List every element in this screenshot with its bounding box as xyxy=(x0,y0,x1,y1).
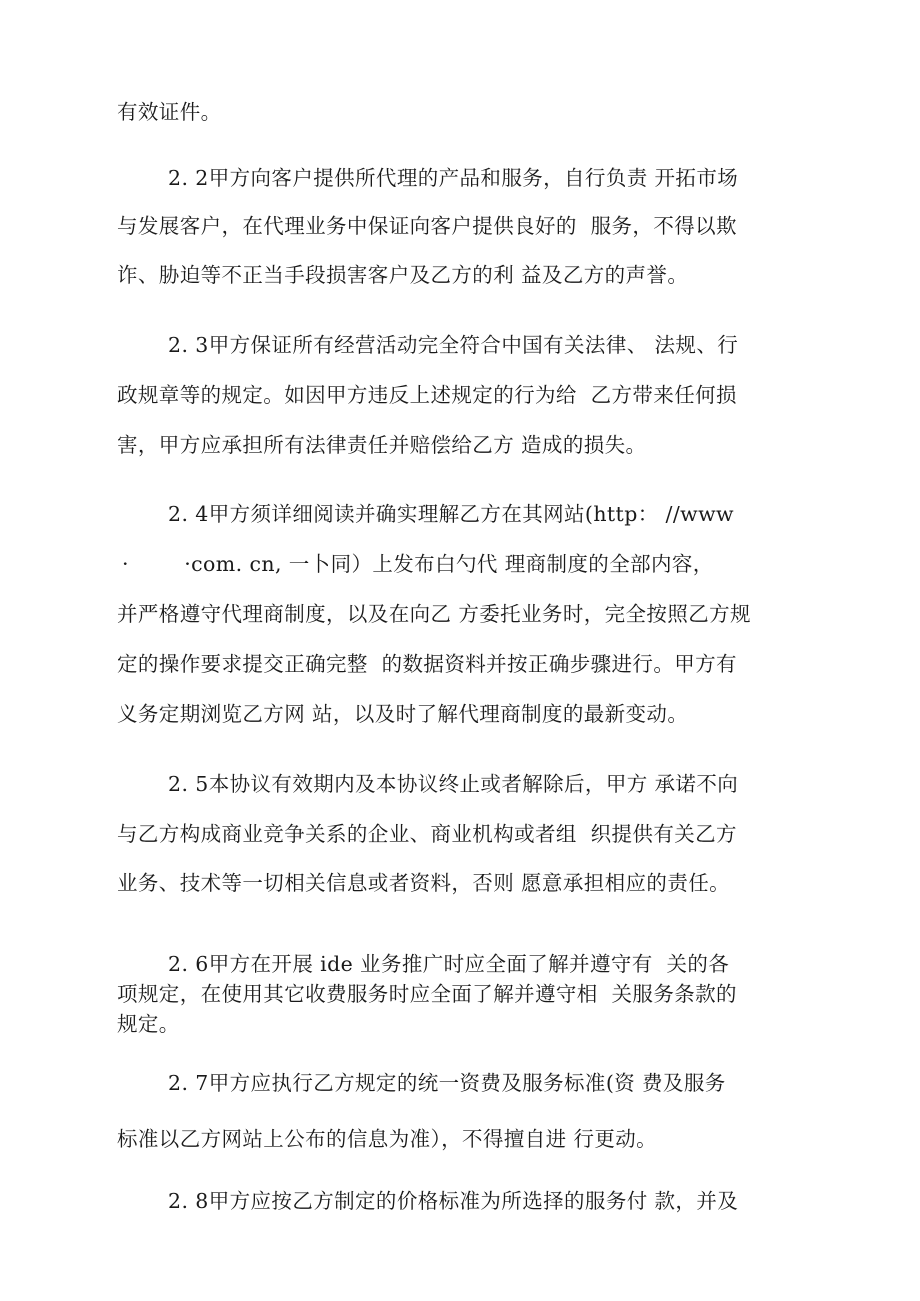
paragraph-2-4-line-5: 义务定期浏览乙方网 站，以及时了解代理商制度的最新变动。 xyxy=(117,702,689,726)
paragraph-2-7-line-2: 标准以乙方网站上公布的信息为准），不得擅自进 行更动。 xyxy=(117,1127,658,1151)
paragraph-2-4-line-4: 定的操作要求提交正确完整 的数据资料并按正确步骤进行。甲方有 xyxy=(117,652,737,676)
paragraph-2-3-line-3: 害，甲方应承担所有法律责任并赔偿给乙方 造成的损失。 xyxy=(117,433,647,457)
paragraph-2-3-line-1: 2. 3甲方保证所有经营活动完全符合中国有关法律、 法规、行 xyxy=(168,333,739,357)
paragraph-2-2-line-3: 诈、胁迫等不正当手段损害客户及乙方的利 益及乙方的声誉。 xyxy=(117,263,689,287)
paragraph-2-3-line-2: 政规章等的规定。如因甲方违反上述规定的行为给 乙方带来任何损 xyxy=(117,383,737,407)
paragraph-2-2-line-2: 与发展客户，在代理业务中保证向客户提供良好的 服务，不得以欺 xyxy=(117,214,737,238)
paragraph-2-6-line-3: 规定。 xyxy=(117,1012,180,1036)
paragraph-2-8-line-1: 2. 8甲方应按乙方制定的价格标准为所选择的服务付 款，并及 xyxy=(168,1189,739,1213)
paragraph-2-5-line-3: 业务、技术等一切相关信息或者资料，否则 愿意承担相应的责任。 xyxy=(117,871,731,895)
paragraph-2-2-line-1: 2. 2甲方向客户提供所代理的产品和服务，自行负责 开拓市场 xyxy=(168,166,739,190)
paragraph-2-4-line-2: · ·com. cn, 一卜同）上发布白勺代 理商制度的全部内容， xyxy=(122,552,714,576)
paragraph-2-5-line-2: 与乙方构成商业竞争关系的企业、商业机构或者组 织提供有关乙方 xyxy=(117,822,737,846)
paragraph-2-5-line-1: 2. 5本协议有效期内及本协议终止或者解除后，甲方 承诺不向 xyxy=(168,772,739,796)
paragraph-2-4-line-3: 并严格遵守代理商制度，以及在向乙 方委托业务时，完全按照乙方规 xyxy=(117,602,751,626)
paragraph-2-6-line-1: 2. 6甲方在开展 ide 业务推广时应全面了解并遵守有 关的各 xyxy=(168,952,730,976)
paragraph-2-6-line-2: 项规定，在使用其它收费服务时应全面了解并遵守相 关服务条款的 xyxy=(117,982,737,1006)
paragraph-2-7-line-1: 2. 7甲方应执行乙方规定的统一资费及服务标准(资 费及服务 xyxy=(168,1071,726,1095)
paragraph-2-4-line-1: 2. 4甲方须详细阅读并确实理解乙方在其网站(http： //www xyxy=(168,502,734,526)
paragraph-2-1-line-1: 有效证件。 xyxy=(117,100,222,124)
